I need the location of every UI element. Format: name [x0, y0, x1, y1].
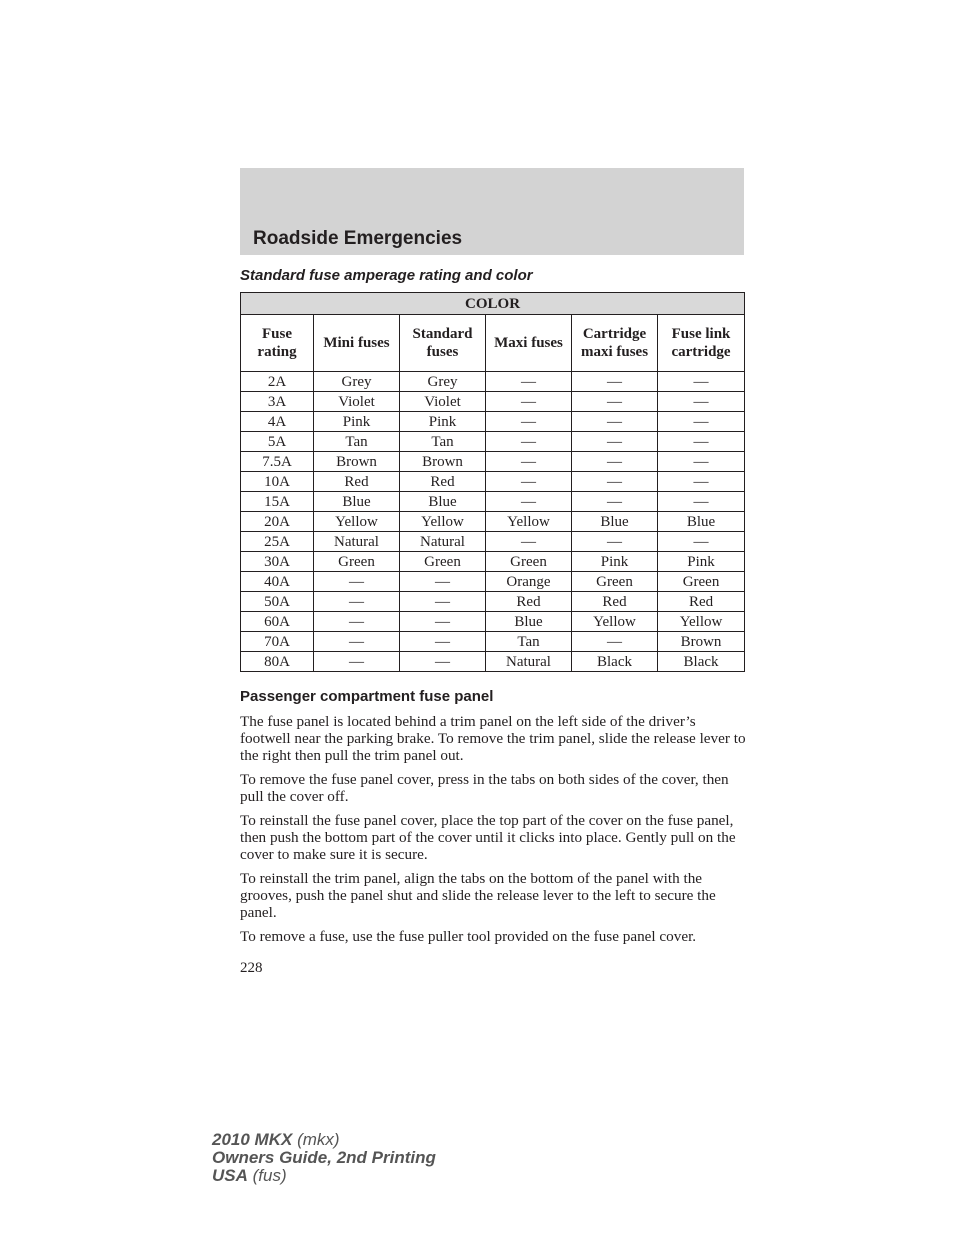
table-cell: Pink — [400, 412, 486, 432]
table-row — [241, 432, 745, 452]
table-cell: Tan — [400, 432, 486, 452]
table-cell: Red — [572, 592, 658, 612]
table-cell: Green — [572, 572, 658, 592]
footer-line-1 — [212, 1131, 436, 1149]
table-cell: 5A — [241, 432, 314, 452]
table-cell: Blue — [314, 492, 400, 512]
table-cell: — — [572, 372, 658, 392]
table-cell: — — [314, 592, 400, 612]
table-row — [241, 372, 745, 392]
table-cell: 15A — [241, 492, 314, 512]
table-row — [241, 532, 745, 552]
table-cell: — — [486, 452, 572, 472]
table-cell: — — [572, 632, 658, 652]
paragraph: To remove the fuse panel cover, press in the tabs on both sides of the cover, then pull the cover off. — [240, 771, 729, 805]
table-cell: Brown — [400, 452, 486, 472]
table-cell: Tan — [486, 632, 572, 652]
table-cell: — — [658, 412, 745, 432]
table-cell: Red — [314, 472, 400, 492]
table-cell: Yellow — [572, 612, 658, 632]
table-cell: — — [314, 652, 400, 672]
table-cell: — — [400, 612, 486, 632]
table-cell: — — [572, 412, 658, 432]
table-cell: Green — [400, 552, 486, 572]
column-header: Fuse link cartridge — [658, 315, 745, 372]
table-cell: Green — [486, 552, 572, 572]
table-cell: — — [486, 372, 572, 392]
table-cell: Brown — [314, 452, 400, 472]
table-cell: — — [658, 452, 745, 472]
color-group-header: COLOR — [241, 293, 745, 315]
table-row — [241, 472, 745, 492]
table-cell: Green — [314, 552, 400, 572]
table-cell: — — [400, 632, 486, 652]
table-cell: Brown — [658, 632, 745, 652]
table-title: Standard fuse amperage rating and color — [240, 267, 533, 284]
footer-model: 2010 MKX — [212, 1130, 293, 1149]
table-cell: — — [486, 392, 572, 412]
table-cell: 30A — [241, 552, 314, 572]
table-cell: — — [572, 492, 658, 512]
body-text — [240, 713, 746, 952]
table-cell: — — [314, 572, 400, 592]
subsection-title: Passenger compartment fuse panel — [240, 688, 494, 705]
table-cell: Blue — [658, 512, 745, 532]
table-row — [241, 452, 745, 472]
table-cell: 3A — [241, 392, 314, 412]
table-cell: — — [658, 432, 745, 452]
table-cell: Pink — [572, 552, 658, 572]
table-cell: 60A — [241, 612, 314, 632]
column-header: Fuse rating — [241, 315, 314, 372]
table-cell: — — [486, 492, 572, 512]
table-cell: — — [658, 372, 745, 392]
table-cell: Tan — [314, 432, 400, 452]
fuse-table-body — [241, 372, 745, 672]
table-cell: — — [658, 492, 745, 512]
table-cell: Black — [572, 652, 658, 672]
table-cell: 4A — [241, 412, 314, 432]
paragraph: To reinstall the trim panel, align the tabs on the bottom of the panel with the grooves, push the panel shut and slide the release lever to the left to secure the panel. — [240, 870, 716, 921]
table-cell: — — [572, 532, 658, 552]
table-cell: — — [658, 472, 745, 492]
paragraph: To remove a fuse, use the fuse puller tool provided on the fuse panel cover. — [240, 928, 697, 945]
table-cell: Blue — [400, 492, 486, 512]
table-cell: Red — [400, 472, 486, 492]
table-cell: Yellow — [314, 512, 400, 532]
table-cell: Grey — [314, 372, 400, 392]
fuse-color-table — [240, 292, 745, 672]
column-header: Cartridge maxi fuses — [572, 315, 658, 372]
table-row — [241, 612, 745, 632]
table-cell: Yellow — [486, 512, 572, 532]
table-row — [241, 512, 745, 532]
table-cell: 20A — [241, 512, 314, 532]
paragraph: The fuse panel is located behind a trim panel on the left side of the driver’s footwell near the parking brake. To remove the trim panel, slide the release lever to the right then pull the trim panel out. — [240, 713, 746, 764]
table-cell: Grey — [400, 372, 486, 392]
table-cell: — — [658, 532, 745, 552]
footer-line-2 — [212, 1149, 436, 1167]
table-cell: 2A — [241, 372, 314, 392]
footer-line-3 — [212, 1167, 436, 1185]
footer-market: USA — [212, 1166, 248, 1185]
table-cell: 70A — [241, 632, 314, 652]
table-cell: 25A — [241, 532, 314, 552]
table-cell: — — [572, 472, 658, 492]
table-cell: 7.5A — [241, 452, 314, 472]
table-cell: — — [658, 392, 745, 412]
table-cell: Green — [658, 572, 745, 592]
table-cell: — — [572, 432, 658, 452]
table-row — [241, 592, 745, 612]
table-cell: Yellow — [400, 512, 486, 532]
table-cell: — — [486, 532, 572, 552]
section-title: Roadside Emergencies — [253, 228, 463, 249]
table-cell: Blue — [486, 612, 572, 632]
table-row — [241, 552, 745, 572]
table-cell: Natural — [400, 532, 486, 552]
table-cell: — — [572, 452, 658, 472]
table-row — [241, 412, 745, 432]
table-cell: Pink — [314, 412, 400, 432]
table-row — [241, 652, 745, 672]
table-cell: Violet — [400, 392, 486, 412]
table-cell: — — [314, 632, 400, 652]
table-cell: 40A — [241, 572, 314, 592]
table-cell: Yellow — [658, 612, 745, 632]
footer-edition: Owners Guide, 2nd Printing — [212, 1148, 436, 1167]
table-cell: Natural — [314, 532, 400, 552]
table-cell: Pink — [658, 552, 745, 572]
table-cell: 50A — [241, 592, 314, 612]
table-row — [241, 572, 745, 592]
table-cell: Blue — [572, 512, 658, 532]
table-cell: Black — [658, 652, 745, 672]
table-cell: — — [314, 612, 400, 632]
paragraph: To reinstall the fuse panel cover, place the top part of the cover on the fuse panel, then push the bottom part of the cover until it clicks into place. Gently pull on the cover to make sure it is secure. — [240, 812, 736, 863]
table-cell: 10A — [241, 472, 314, 492]
table-cell: — — [486, 412, 572, 432]
footer — [212, 1131, 436, 1185]
table-cell: Red — [658, 592, 745, 612]
table-cell: Red — [486, 592, 572, 612]
table-cell: — — [486, 432, 572, 452]
page-number: 228 — [240, 960, 263, 976]
table-cell: — — [400, 592, 486, 612]
table-cell: Natural — [486, 652, 572, 672]
table-cell: — — [400, 652, 486, 672]
table-cell: 80A — [241, 652, 314, 672]
footer-market-code: (fus) — [252, 1166, 287, 1185]
table-cell: Violet — [314, 392, 400, 412]
table-row — [241, 392, 745, 412]
table-cell: — — [486, 472, 572, 492]
table-cell: Orange — [486, 572, 572, 592]
column-header: Standard fuses — [400, 315, 486, 372]
table-row — [241, 632, 745, 652]
table-cell: — — [572, 392, 658, 412]
column-header: Mini fuses — [314, 315, 400, 372]
footer-model-code: (mkx) — [297, 1130, 340, 1149]
table-cell: — — [400, 572, 486, 592]
column-header: Maxi fuses — [486, 315, 572, 372]
table-row — [241, 492, 745, 512]
